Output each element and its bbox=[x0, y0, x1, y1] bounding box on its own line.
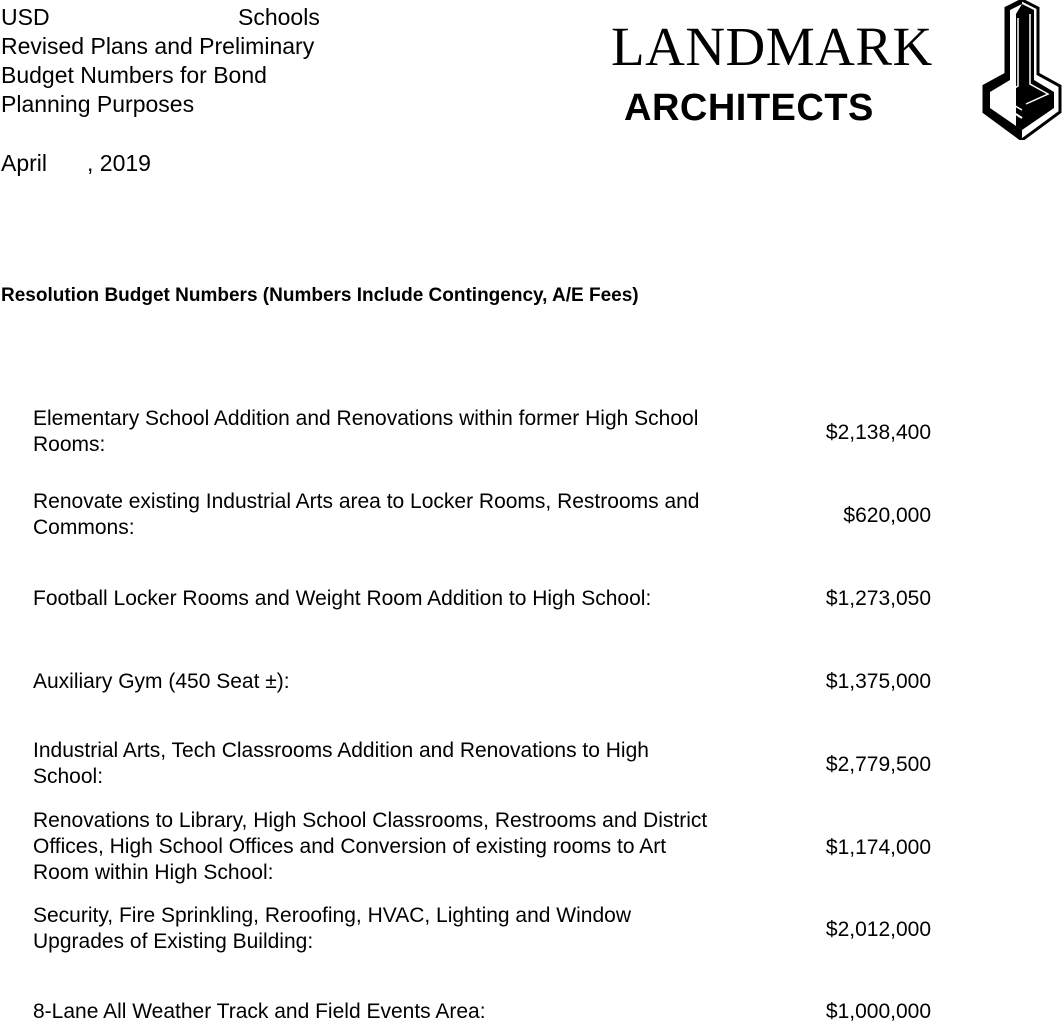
item-description bbox=[33, 586, 783, 612]
item-description-line: Commons: bbox=[33, 516, 135, 539]
item-description-line: Offices, High School Offices and Conversion of existing rooms to Art bbox=[33, 835, 667, 858]
document-title-line-3: Planning Purposes bbox=[1, 91, 195, 117]
item-description-line: Elementary School Addition and Renovations within former High School bbox=[33, 407, 699, 430]
item-description-line: Renovations to Library, High School Classrooms, Restrooms and District bbox=[33, 809, 708, 832]
item-description-line: Auxiliary Gym (450 Seat ±): bbox=[33, 670, 290, 693]
item-amount: $1,000,000 bbox=[825, 1000, 931, 1023]
document-title-line-2: Budget Numbers for Bond bbox=[1, 62, 267, 88]
item-amount: $1,174,000 bbox=[825, 836, 931, 859]
item-amount: $2,779,500 bbox=[825, 753, 931, 776]
schools-label: Schools bbox=[238, 4, 320, 30]
item-description bbox=[33, 999, 783, 1025]
usd-label: USD bbox=[1, 4, 50, 30]
date-month: April bbox=[1, 150, 48, 176]
budget-item bbox=[33, 586, 943, 616]
item-description-line: 8-Lane All Weather Track and Field Events Area: bbox=[33, 1000, 486, 1023]
item-amount: $2,138,400 bbox=[825, 421, 931, 444]
item-description-line: Renovate existing Industrial Arts area to Locker Rooms, Restrooms and bbox=[33, 490, 700, 513]
budget-item bbox=[33, 999, 943, 1024]
item-description-line: Rooms: bbox=[33, 433, 106, 456]
item-amount: $2,012,000 bbox=[825, 918, 931, 941]
budget-item bbox=[33, 489, 943, 549]
item-description bbox=[33, 903, 783, 955]
document-title-line-1: Revised Plans and Preliminary bbox=[1, 33, 315, 59]
logo-subtitle: ARCHITECTS bbox=[624, 87, 874, 129]
item-description bbox=[33, 406, 783, 458]
item-description bbox=[33, 738, 783, 790]
item-description bbox=[33, 808, 783, 886]
budget-item bbox=[33, 903, 943, 963]
item-amount: $620,000 bbox=[843, 504, 931, 527]
item-description-line: School: bbox=[33, 765, 104, 788]
item-description-line: Upgrades of Existing Building: bbox=[33, 930, 314, 953]
landmark-tower-logo-icon bbox=[982, 0, 1062, 140]
budget-item bbox=[33, 808, 943, 888]
item-description bbox=[33, 669, 783, 695]
item-description-line: Football Locker Rooms and Weight Room Addition to High School: bbox=[33, 587, 652, 610]
budget-item bbox=[33, 738, 943, 798]
item-amount: $1,375,000 bbox=[825, 670, 931, 693]
item-amount: $1,273,050 bbox=[825, 587, 931, 610]
item-description-line: Room within High School: bbox=[33, 861, 274, 884]
item-description-line: Security, Fire Sprinkling, Reroofing, HVAC, Lighting and Window bbox=[33, 904, 631, 927]
logo-wordmark: LANDMARK bbox=[611, 16, 933, 77]
budget-item bbox=[33, 669, 943, 699]
date-year: , 2019 bbox=[87, 150, 151, 176]
item-description-line: Industrial Arts, Tech Classrooms Addition and Renovations to High bbox=[33, 739, 649, 762]
item-description bbox=[33, 489, 783, 541]
budget-item bbox=[33, 406, 943, 466]
section-heading: Resolution Budget Numbers (Numbers Include Contingency, A/E Fees) bbox=[1, 285, 639, 306]
